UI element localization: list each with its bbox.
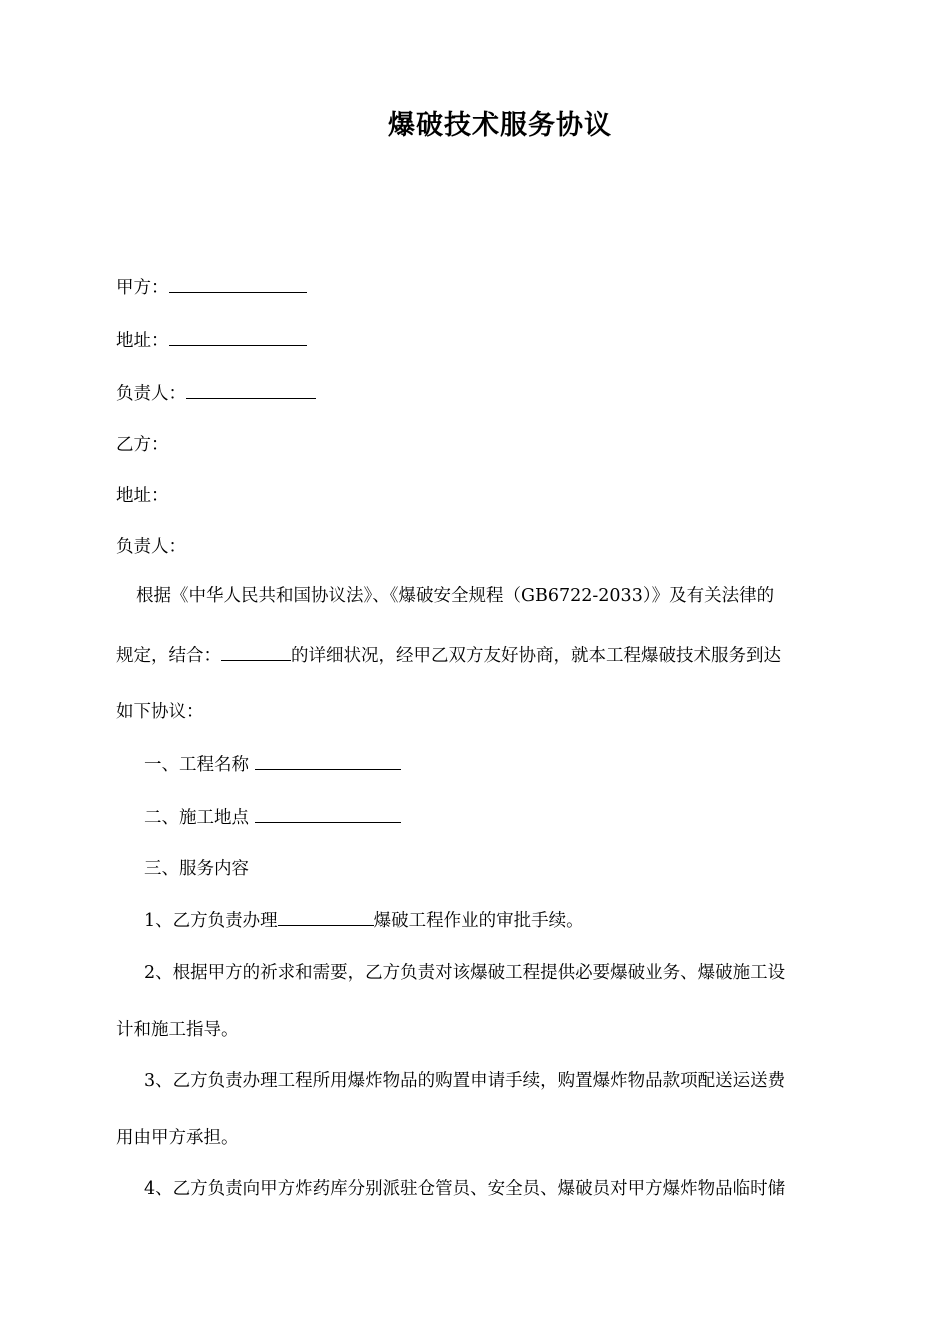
section-service-content: 三、服务内容	[144, 859, 249, 879]
item-2-line-1: 2、根据甲方的祈求和需要，乙方负责对该爆破工程提供必要爆破业务、爆破施工设	[144, 963, 786, 983]
party-b-address-label: 地址：	[116, 486, 169, 506]
site-blank	[255, 804, 401, 823]
party-b-label: 乙方：	[116, 435, 169, 455]
party-a-address-label: 地址：	[116, 331, 169, 351]
party-a-blank	[169, 274, 307, 293]
item-1	[144, 907, 584, 933]
section-project-name-label: 一、工程名称	[144, 755, 249, 775]
party-b-row	[116, 433, 169, 457]
item-3-line-1: 3、乙方负责办理工程所用爆炸物品的购置申请手续，购置爆炸物品款项配送运送费	[144, 1071, 786, 1091]
intro-line-1: 根据《中华人民共和国协议法》、《爆破安全规程（GB6722-2033）》及有关法律的	[136, 586, 775, 606]
party-a-address-blank	[169, 327, 307, 346]
section-project-name	[144, 751, 401, 777]
party-a-head-label: 负责人：	[116, 384, 186, 404]
party-b-head-label: 负责人：	[116, 537, 186, 557]
item-1-pre: 1、乙方负责办理	[144, 911, 278, 931]
party-a-head-row	[116, 380, 316, 406]
intro-line-2-pre: 规定，结合：	[116, 646, 221, 666]
item-1-post: 爆破工程作业的审批手续。	[373, 911, 584, 931]
party-a-row	[116, 274, 307, 300]
intro-line-3: 如下协议：	[116, 702, 204, 722]
project-name-blank	[255, 751, 401, 770]
party-a-address-row	[116, 327, 307, 353]
section-site	[144, 804, 401, 830]
document-title: 爆破技术服务协议	[388, 110, 612, 141]
item-3-line-2: 用由甲方承担。	[116, 1128, 239, 1148]
intro-line-2	[116, 642, 781, 668]
item-4-line-1: 4、乙方负责向甲方炸药库分别派驻仓管员、安全员、爆破员对甲方爆炸物品临时储	[144, 1179, 786, 1199]
party-b-address-row	[116, 484, 169, 508]
party-a-label: 甲方：	[116, 278, 169, 298]
project-blank	[221, 642, 291, 661]
party-a-head-blank	[186, 380, 316, 399]
intro-line-2-post: 的详细状况，经甲乙双方友好协商，就本工程爆破技术服务到达	[291, 646, 781, 666]
item-1-blank	[278, 907, 374, 926]
item-2-line-2: 计和施工指导。	[116, 1020, 239, 1040]
section-site-label: 二、施工地点	[144, 808, 249, 828]
party-b-head-row	[116, 535, 186, 559]
